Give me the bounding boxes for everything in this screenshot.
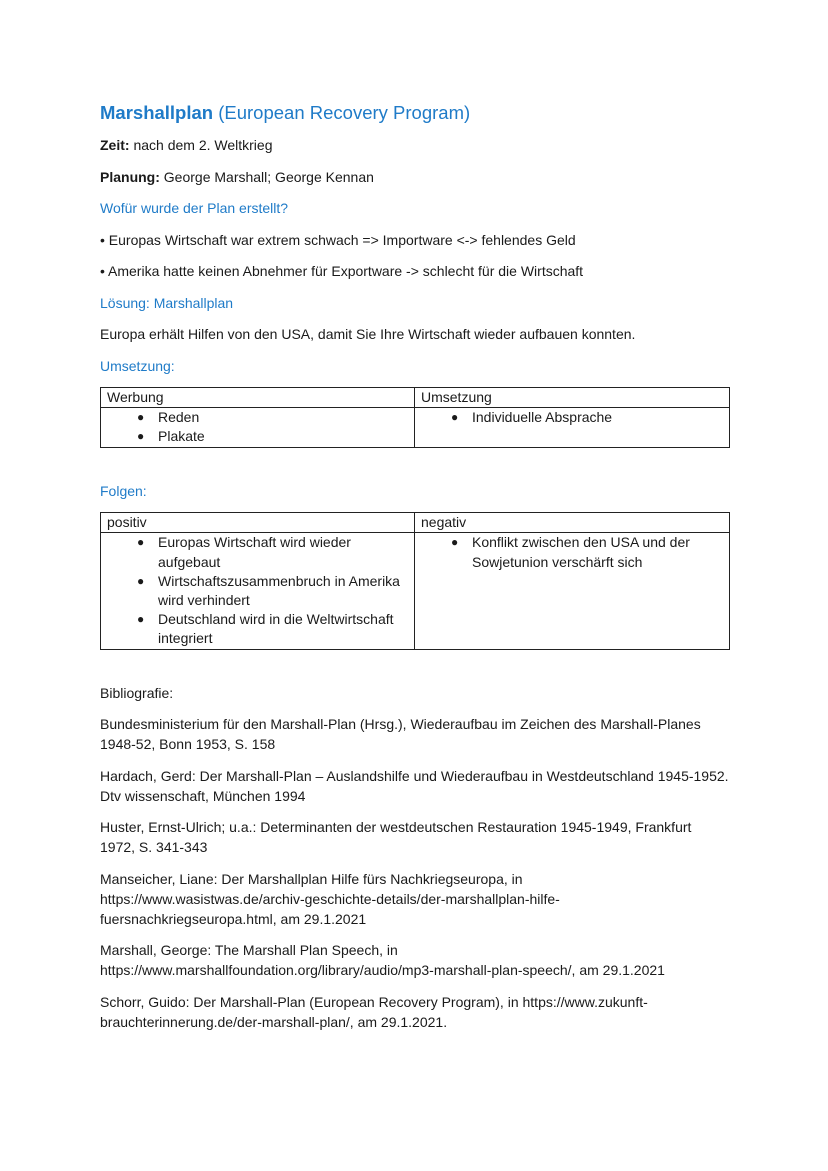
table-header-cell: positiv xyxy=(101,513,415,533)
table-header-cell: Umsetzung xyxy=(415,388,730,408)
planung-line xyxy=(100,167,730,187)
title-subtitle: (European Recovery Program) xyxy=(218,102,471,123)
title-main: Marshallplan xyxy=(100,102,214,123)
table-row xyxy=(101,533,730,649)
folgen-heading: Folgen: xyxy=(100,482,147,499)
bibliography-entry: Hardach, Gerd: Der Marshall-Plan – Auslandshilfe und Wiederaufbau in Westdeutschland 1945-1952. Dtv wissenschaft, München 1994 xyxy=(100,767,729,804)
list-item: ● Konflikt zwischen den USA und der Sowjetunion verschärft sich xyxy=(451,534,690,570)
table-header-cell: Werbung xyxy=(101,388,415,408)
bullet-icon: ● xyxy=(137,410,145,425)
folgen-table xyxy=(100,512,730,649)
solution-heading: Lösung: Marshallplan xyxy=(100,294,234,311)
reason-item: • Europas Wirtschaft war extrem schwach => Importware <-> fehlendes Geld xyxy=(100,231,576,248)
list-item: ● Individuelle Absprache xyxy=(472,408,723,427)
zeit-value: nach dem 2. Weltkrieg xyxy=(133,137,273,153)
table-cell xyxy=(101,408,415,447)
solution-text: Europa erhält Hilfen von den USA, damit Sie Ihre Wirtschaft wieder aufbauen konnten. xyxy=(100,326,636,342)
bibliography-entry: Bundesministerium für den Marshall-Plan (Hrsg.), Wiederaufbau im Zeichen des Marshall-Planes 1948-52, Bonn 1953, S. 158 xyxy=(100,716,701,753)
list-item: ● Wirtschaftszusammenbruch in Amerika wird verhindert xyxy=(137,572,400,608)
table-cell xyxy=(415,408,730,447)
bibliography xyxy=(100,683,730,1032)
bibliography-entry: Marshall, George: The Marshall Plan Speech, in https://www.marshallfoundation.org/library/audio/mp3-marshall-plan-speech/, am 29.1.2021 xyxy=(100,942,665,979)
reason-item: • Amerika hatte keinen Abnehmer für Exportware -> schlecht für die Wirtschaft xyxy=(100,263,584,279)
bullet-icon: ● xyxy=(137,429,145,444)
table-cell xyxy=(101,533,415,649)
table-header-row xyxy=(101,513,730,533)
bibliography-entry: Manseicher, Liane: Der Marshallplan Hilfe fürs Nachkriegseuropa, in https://www.wasistwas.de/archiv-geschichte-details/der-marshallplan-hilfe-fuersnachkriegseuropa.html, am 29.1.2021 xyxy=(100,870,560,927)
list-item: ● Reden xyxy=(158,408,408,427)
table-header-cell: negativ xyxy=(415,513,730,533)
bibliography-heading: Bibliografie: xyxy=(100,684,174,701)
document-page xyxy=(100,100,730,1043)
zeit-label: Zeit: xyxy=(100,137,130,153)
zeit-line xyxy=(100,135,730,155)
bullet-icon: ● xyxy=(451,535,459,550)
bibliography-entry: Schorr, Guido: Der Marshall-Plan (European Recovery Program), in https://www.zukunft-brauchterinnerung.de/der-marshall-plan/, am 29.1.2021. xyxy=(100,993,648,1030)
bullet-icon: ● xyxy=(137,612,145,627)
bullet-icon: ● xyxy=(137,535,145,550)
planung-label: Planung: xyxy=(100,168,160,185)
bullet-icon: ● xyxy=(451,410,459,425)
bibliography-entry: Huster, Ernst-Ulrich; u.a.: Determinanten der westdeutschen Restauration 1945-1949, Frankfurt 1972, S. 341-343 xyxy=(100,819,692,856)
list-item: ● Europas Wirtschaft wird wieder aufgebaut xyxy=(137,534,351,570)
umsetzung-table xyxy=(100,387,730,448)
page-title xyxy=(100,100,730,126)
question-heading: Wofür wurde der Plan erstellt? xyxy=(100,200,289,216)
table-row xyxy=(101,408,730,447)
list-item: ● Deutschland wird in die Weltwirtschaft integriert xyxy=(137,611,394,647)
planung-value: George Marshall; George Kennan xyxy=(163,168,374,185)
umsetzung-heading: Umsetzung: xyxy=(100,357,175,374)
list-item: ● Plakate xyxy=(158,427,408,446)
table-cell xyxy=(415,533,730,649)
bullet-icon: ● xyxy=(137,573,145,588)
table-header-row xyxy=(101,388,730,408)
